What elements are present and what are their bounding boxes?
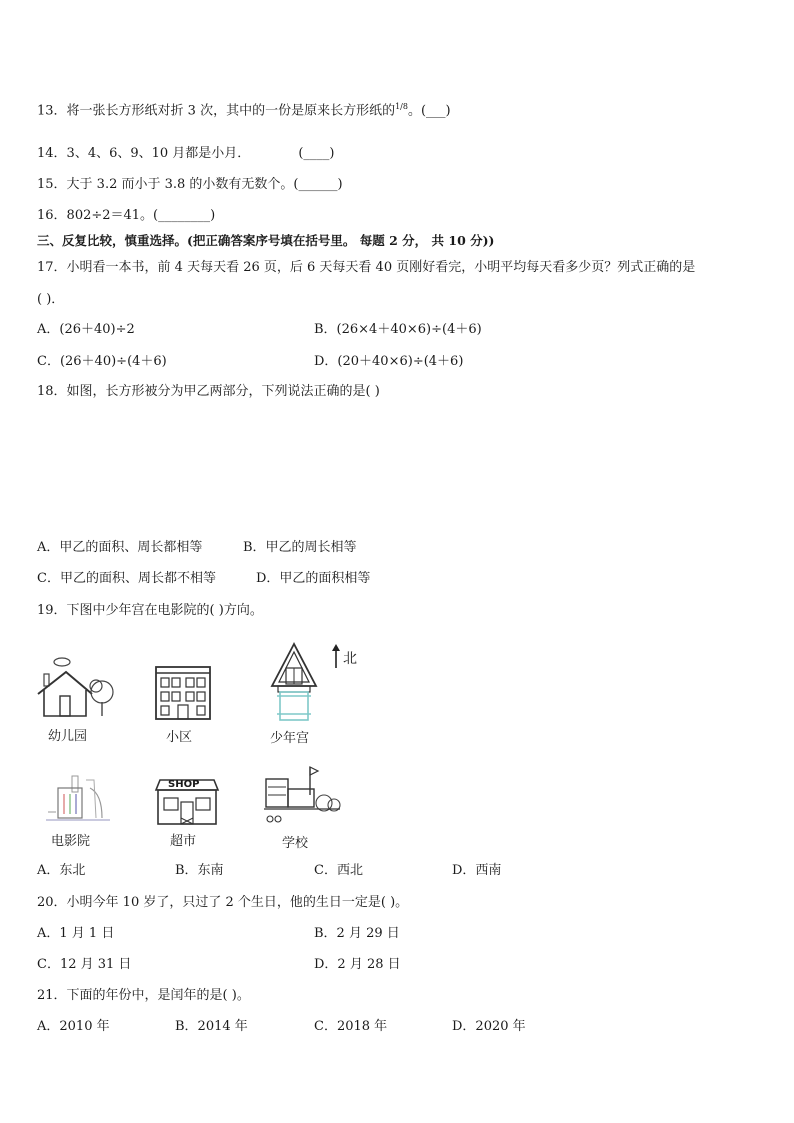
- q21-option-d[interactable]: D．2020 年: [452, 1019, 526, 1034]
- question-16[interactable]: 16．802÷2＝41。(________): [37, 208, 216, 223]
- question-15[interactable]: 15．大于 3.2 而小于 3.8 的小数有无数个。(______): [37, 177, 343, 192]
- question-13-blank[interactable]: 。(___): [407, 103, 451, 119]
- q19-option-b[interactable]: B．东南: [175, 863, 224, 878]
- q20-option-c[interactable]: C．12 月 31 日: [37, 957, 132, 972]
- youth-palace-icon: [268, 642, 320, 724]
- q17-option-d[interactable]: D．(20＋40×6)÷(4＋6): [314, 354, 464, 369]
- q19-option-c[interactable]: C．西北: [314, 863, 363, 878]
- community-building-icon: [154, 665, 214, 721]
- question-21: 21．下面的年份中，是闰年的是( )。: [37, 988, 250, 1003]
- cinema-building-icon: [44, 768, 112, 826]
- q20-option-b[interactable]: B．2 月 29 日: [314, 926, 400, 941]
- q19-option-a[interactable]: A．东北: [37, 863, 86, 878]
- q21-option-a[interactable]: A．2010 年: [37, 1019, 110, 1034]
- question-14-text: 14．3、4、6、9、10 月都是小月．: [37, 146, 251, 161]
- youth-palace-label: 少年宫: [270, 731, 310, 746]
- school-building-icon: [262, 765, 342, 829]
- question-13-text: 13．将一张长方形纸对折 3 次，其中的一份是原来长方形纸的: [37, 103, 396, 119]
- q18-option-d[interactable]: D．甲乙的面积相等: [256, 571, 371, 586]
- shop-sign: SHOP: [168, 779, 200, 790]
- supermarket-label: 超市: [170, 834, 197, 849]
- kindergarten-label: 幼儿园: [48, 729, 88, 744]
- north-label: 北: [343, 651, 357, 667]
- q21-option-b[interactable]: B．2014 年: [175, 1019, 248, 1034]
- north-arrow-icon: [330, 644, 342, 670]
- school-label: 学校: [282, 836, 309, 851]
- section-3-heading: 三、反复比较，慎重选择。(把正确答案序号填在括号里。 每题 2 分， 共 10 分)): [37, 233, 495, 248]
- q17-option-a[interactable]: A．(26＋40)÷2: [37, 322, 135, 337]
- cinema-label: 电影院: [51, 834, 91, 849]
- question-18: 18．如图，长方形被分为甲乙两部分，下列说法正确的是( ): [37, 384, 380, 399]
- q19-option-d[interactable]: D．西南: [452, 863, 502, 878]
- community-label: 小区: [166, 730, 193, 745]
- question-19: 19．下图中少年宫在电影院的( )方向。: [37, 603, 263, 618]
- q18-option-a[interactable]: A．甲乙的面积、周长都相等: [37, 540, 203, 555]
- question-20: 20．小明今年 10 岁了，只过了 2 个生日，他的生日一定是( )。: [37, 895, 409, 910]
- question-17: 17．小明看一本书，前 4 天每天看 26 页，后 6 天每天看 40 页刚好看完，小明平均每天看多少页？列式正确的是: [37, 260, 696, 275]
- question-17-blank[interactable]: ( )．: [37, 292, 65, 307]
- question-13: [37, 98, 451, 120]
- q20-option-d[interactable]: D．2 月 28 日: [314, 957, 401, 972]
- fraction-one-eighth: 1/8: [395, 102, 408, 111]
- supermarket-shop-icon: [152, 768, 222, 828]
- q20-option-a[interactable]: A．1 月 1 日: [37, 926, 115, 941]
- q17-option-c[interactable]: C．(26＋40)÷(4＋6): [37, 354, 167, 369]
- kindergarten-icon: [36, 652, 116, 720]
- q21-option-c[interactable]: C．2018 年: [314, 1019, 388, 1034]
- q18-option-c[interactable]: C．甲乙的面积、周长都不相等: [37, 571, 216, 586]
- question-14: [37, 145, 334, 163]
- question-14-blank[interactable]: (____): [298, 146, 335, 161]
- q18-option-b[interactable]: B．甲乙的周长相等: [243, 540, 357, 555]
- q17-option-b[interactable]: B．(26×4＋40×6)÷(4＋6): [314, 322, 482, 337]
